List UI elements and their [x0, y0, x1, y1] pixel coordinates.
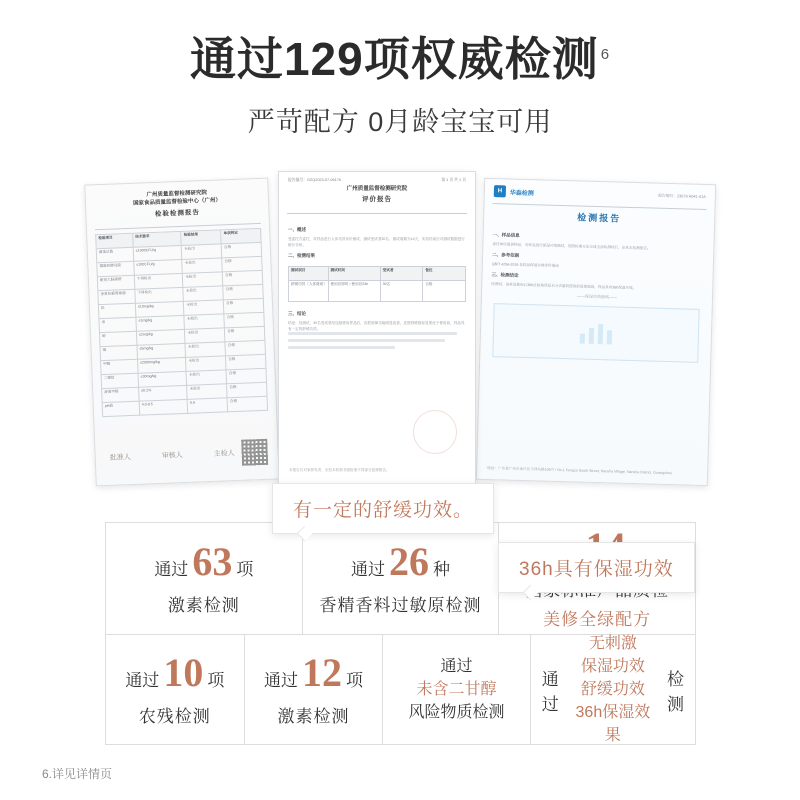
certificate-left [84, 177, 279, 486]
cell-res: 未检出 [186, 356, 226, 372]
cell-ver: 合格 [225, 327, 265, 343]
stat-sub: 激素检测 [167, 595, 240, 615]
certificate-left-header [85, 178, 268, 225]
cell-res: 未检出 [187, 384, 227, 400]
cell-ver: 合格 [224, 299, 264, 315]
stat-unit: 项 [345, 670, 363, 690]
stat-sub-highlight: 美修全绿配方 [543, 610, 652, 629]
th-item: 检验项目 [96, 234, 133, 249]
cell-req: ≤2000mg/kg [138, 358, 187, 374]
cell-ver: 合格 [222, 257, 262, 273]
cell-res: 未检出 [183, 272, 223, 288]
page-subtitle: 严苛配方 0月龄宝宝可用 [247, 106, 553, 137]
cert-right-brand [485, 178, 715, 204]
cell-req: ≤2mg/kg [137, 330, 186, 346]
qr-code-icon [241, 438, 268, 465]
stat-bottom-label: 风险物质检测 [408, 704, 505, 722]
stat-line-2: 保湿功效 [580, 657, 645, 675]
callout-soothing: 有一定的舒缓功效。 [272, 483, 494, 534]
cell-subjects: 30名 [381, 281, 424, 302]
stat-cell-hormone-12 [245, 635, 384, 745]
filler-line [288, 346, 395, 349]
stat-sub: 农残检测 [138, 706, 211, 726]
cell-req: ≤1000CFU/g [134, 246, 183, 262]
cert-mid-org: 广州质量监督检测研究院 [346, 185, 408, 192]
cell-res: 5.6 [188, 398, 228, 414]
cell-note: 合格 [423, 281, 466, 302]
cell-item: 镉 [101, 345, 138, 360]
stats-row-2 [106, 635, 696, 745]
cert-mid-footer: 本报告仅对来样负责，未经本机构书面批准不得部分复制报告。 [289, 468, 390, 473]
stat-line [263, 649, 363, 695]
stat-line-3: 舒缓功效 [580, 680, 645, 698]
filler-line [288, 332, 457, 335]
cell-ver: 合格 [227, 383, 267, 399]
cert-right-report-no: 报告编号：23679 H041-01A [658, 192, 706, 199]
cell-req: ≤10mg/kg [136, 302, 185, 318]
official-stamp-icon [413, 410, 457, 454]
th-subjects: 受试者 [381, 267, 424, 281]
cell-item: pH值 [103, 401, 140, 416]
cell-item: 霉菌和酵母菌 [97, 262, 134, 277]
cell-res: 未检出 [187, 370, 227, 386]
cert-mid-section2-title: 二、检测结果 [288, 252, 315, 258]
cert-left-org2: 国家食品质量监督检验中心（广州） [132, 197, 222, 207]
cert-mid-section1-body: 受委托方委托，对样品进行人体功效评价测试，测试受试者30名，测试周期为14天，实验结束后对测试数据进行统计分析。 [288, 236, 465, 247]
cell-item: 汞 [99, 318, 136, 333]
cell-item: 耐热大肠菌群 [98, 276, 135, 291]
cert-right-section1-body: 委托单位提供样品，对样品进行保湿功效测试，按照标准方法完成全部检测项目，出具本检测报告。 [492, 241, 651, 251]
cell-item: 游离甲醛 [102, 387, 139, 402]
cell-ver: 合格 [226, 355, 266, 371]
callout-moisture: 36h具有保湿功效 [498, 542, 695, 593]
cert-mid-divider [287, 213, 467, 214]
brand-name: 华森检测 [509, 189, 534, 197]
stat-cell-fragrance-26 [303, 523, 500, 635]
stat-sub: 香精香料过敏原检测 [319, 595, 482, 615]
stat-prefix: 通过 [154, 559, 189, 579]
cell-time: 使用后即时 / 使用后24h [329, 281, 381, 302]
cert-mid-conclusion [279, 302, 475, 357]
stat-number: 10 [163, 649, 204, 695]
stat-line-4: 36h保湿效果 [575, 704, 651, 745]
stat-line [154, 538, 254, 584]
cell-res: 未检出 [185, 314, 225, 330]
cell-res: 未检出 [184, 286, 224, 302]
stat-number: 12 [301, 649, 342, 695]
cell-res: 未检出 [182, 244, 222, 260]
th-verdict: 单项判定 [221, 229, 261, 245]
stat-prefix: 通过 [350, 559, 385, 579]
cert-right-section1-title: 一、样品信息 [492, 231, 520, 238]
page-title-text: 通过129项权威检测 [189, 33, 599, 85]
cert-left-org1: 广州质量监督检测研究院 [146, 189, 208, 198]
stat-prefix: 通过 [541, 669, 559, 714]
stat-unit: 项 [207, 670, 225, 690]
cert-right-section2-body: QB/T 4256-2016 化妆品保湿功效评价指南 [491, 261, 559, 268]
cert-mid-meta-right: 第 1 页 共 1 页 [441, 177, 466, 182]
cell-ver: 合格 [228, 397, 268, 413]
table-header-row [289, 267, 466, 281]
cell-item: 二噁烷 [102, 373, 139, 388]
cert-right-section3-title: 三、检测结论 [491, 271, 519, 278]
cert-mid-meta-left: 报告编号：GZQ2023-07-0617b [288, 177, 341, 182]
stat-prefix: 通过 [125, 670, 160, 690]
page-title-superscript: 6 [600, 45, 611, 63]
chart-bar [589, 328, 594, 344]
cell-req: 4.0-8.5 [140, 400, 189, 416]
headline-block [0, 0, 800, 139]
cell-ver: 合格 [223, 271, 263, 287]
cell-item: 菌落总数 [97, 248, 134, 263]
stat-cell-hormone-63 [106, 523, 303, 635]
cell-req: ≤1mg/kg [136, 316, 185, 332]
stat-lines [572, 632, 654, 748]
cell-ver: 合格 [222, 243, 262, 259]
stat-line [350, 538, 450, 584]
cert-left-table [95, 228, 268, 417]
stat-line [125, 649, 225, 695]
cell-req: 不得检出 [135, 274, 184, 290]
stat-unit: 种 [432, 559, 450, 579]
th-time: 测试时间 [329, 267, 381, 281]
cell-item: 甲醇 [101, 359, 138, 374]
moisture-chart [492, 303, 699, 363]
cert-right-section3-body: 经测试，该样品使用后36h皮肤角质层水分含量较使用前显著提高，样品具有36h保湿功效。 [491, 281, 637, 290]
cell-req: ≤30mg/kg [138, 372, 187, 388]
cell-ver: 合格 [226, 341, 266, 357]
stat-cell-diethylene-glycol [383, 635, 531, 745]
chart-bar [607, 330, 612, 344]
chart-bars [580, 321, 613, 344]
cell-ver: 合格 [223, 285, 263, 301]
th-note: 备注 [423, 267, 466, 281]
th-requirement: 技术要求 [133, 232, 182, 248]
certificate-middle-header [279, 183, 475, 209]
stat-suffix: 检测 [667, 669, 685, 714]
filler-line [288, 339, 445, 342]
cell-req: ≤0.2% [139, 386, 188, 402]
page-title [190, 34, 610, 86]
cert-right-body [482, 222, 714, 297]
stat-highlight-line: 未含二甘醇 [416, 680, 497, 698]
cert-mid-title: 评价报告 [362, 195, 392, 203]
cert-right-footer: 地址：广东省广州市南沙区丰泽东路106号 / No.1 Fengze South Street, Nansha Village, Nansha District, Guangzhou [487, 465, 672, 475]
cell-req: 不得检出 [135, 288, 184, 304]
cert-mid-section1-title: 一、概述 [288, 226, 306, 232]
certificate-right [476, 177, 716, 485]
signature-approver: 批准人 [109, 452, 131, 462]
stat-top-label: 通过 [440, 657, 473, 675]
th-test: 测试项目 [289, 267, 329, 281]
stat-number: 26 [388, 538, 429, 584]
cert-mid-table [288, 266, 466, 302]
cell-ver: 合格 [225, 313, 265, 329]
table-row [289, 281, 466, 302]
brand-logo-icon: H [494, 185, 506, 197]
cell-item: 金黄色葡萄球菌 [98, 290, 135, 305]
footnote: 6.详见详情页 [42, 767, 113, 781]
cert-left-title: 检验检测报告 [154, 208, 201, 217]
stat-cell-pesticide-10 [106, 635, 245, 745]
stat-cell-efficacy [531, 635, 696, 745]
stat-line-1: 无刺激 [588, 634, 637, 652]
signature-reviewer: 审核人 [161, 450, 183, 460]
stat-number: 63 [192, 538, 233, 584]
cell-test: 舒缓功效（人体斑贴） [289, 281, 329, 302]
cert-mid-section3-body: 结论：经测试，30名受试者经连续使用样品后，皮肤屏障功能明显改善，皮肤舒缓指标显著优于使用前，样品具有一定的舒缓功效。 [288, 320, 465, 331]
cell-item: 砷 [100, 331, 137, 346]
cell-req: ≤5mg/kg [137, 344, 186, 360]
chart-bar [598, 324, 604, 344]
cell-ver: 合格 [227, 369, 267, 385]
cell-req: ≤100CFU/g [134, 260, 183, 276]
cert-mid-section3-title: 三、结论 [288, 310, 306, 316]
cert-right-title: 检测报告 [577, 211, 622, 224]
cell-res: 未检出 [183, 258, 223, 274]
certificate-middle [278, 171, 476, 485]
cell-res: 未检出 [184, 300, 224, 316]
cell-res: 未检出 [186, 342, 226, 358]
cell-item: 铅 [99, 304, 136, 319]
cert-right-chart-caption: ——保湿功效曲线—— [576, 293, 618, 300]
signature-inspector: 主检人 [213, 448, 235, 458]
cert-mid-body [279, 218, 475, 266]
stat-prefix: 通过 [263, 670, 298, 690]
cert-right-section2-title: 二、参考依据 [492, 251, 520, 258]
stat-multi [535, 632, 691, 748]
stat-unit: 项 [236, 559, 254, 579]
chart-bar [580, 333, 585, 343]
stat-sub: 激素检测 [277, 706, 350, 726]
th-result: 检验结果 [182, 230, 222, 246]
cell-res: 未检出 [185, 328, 225, 344]
